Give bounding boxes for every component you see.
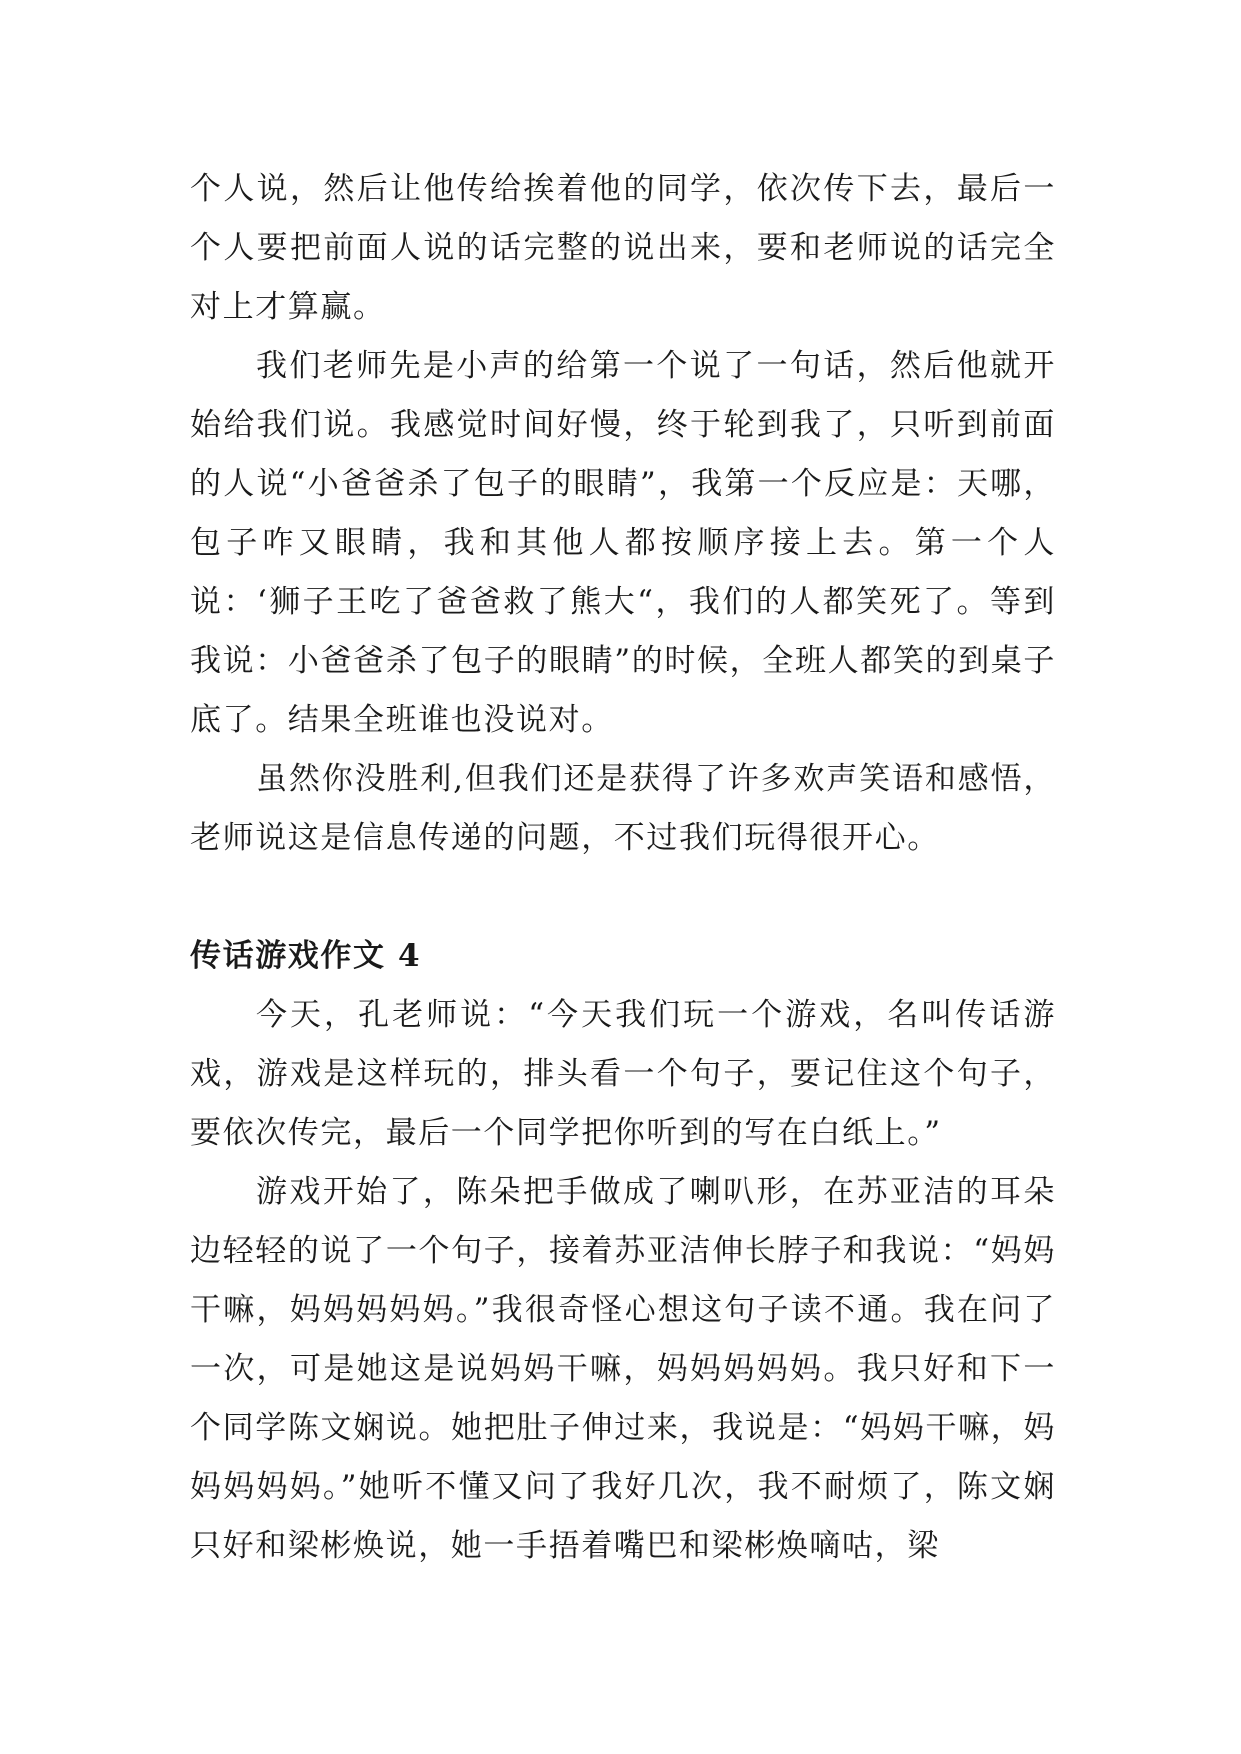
- paragraph-intro: 今天，孔老师说：“今天我们玩一个游戏，名叫传话游戏，游戏是这样玩的，排头看一个句子，要记住这个句子，要依次传完，最后一个同学把你听到的写在白纸上。”: [190, 997, 1056, 1151]
- paragraph-continued: 个人说，然后让他传给挨着他的同学，依次传下去，最后一个人要把前面人说的话完整的说出来，要和老师说的话完全对上才算赢。: [190, 171, 1056, 325]
- document-page: [190, 160, 1056, 1576]
- section-title: 传话游戏作文 4: [190, 938, 422, 974]
- paragraph-game-start: 游戏开始了，陈朵把手做成了喇叭形，在苏亚洁的耳朵边轻轻的说了一个句子，接着苏亚洁伸长脖子和我说：“妈妈干嘛，妈妈妈妈妈。”我很奇怪心想这句子读不通。我在问了一次，可是她这是说妈妈干嘛，妈妈妈妈妈。我只好和下一个同学陈文娴说。她把肚子伸过来，我说是：“妈妈干嘛，妈妈妈妈妈。”她听不懂又问了我好几次，我不耐烦了，陈文娴只好和梁彬焕说，她一手捂着嘴巴和梁彬焕嘀咕，梁: [190, 1174, 1056, 1564]
- section-spacer: [190, 868, 1056, 927]
- paragraph-conclusion: 虽然你没胜利,但我们还是获得了许多欢声笑语和感悟，老师说这是信息传递的问题，不过我们玩得很开心。: [190, 761, 1056, 856]
- paragraph-teacher-whisper: 我们老师先是小声的给第一个说了一句话，然后他就开始给我们说。我感觉时间好慢，终于轮到我了，只听到前面的人说“小爸爸杀了包子的眼睛”，我第一个反应是：天哪，包子咋又眼睛，我和其他人都按顺序接上去。第一个人说：‘狮子王吃了爸爸救了熊大“，我们的人都笑死了。等到我说：小爸爸杀了包子的眼睛”的时候，全班人都笑的到桌子底了。结果全班谁也没说对。: [190, 348, 1056, 738]
